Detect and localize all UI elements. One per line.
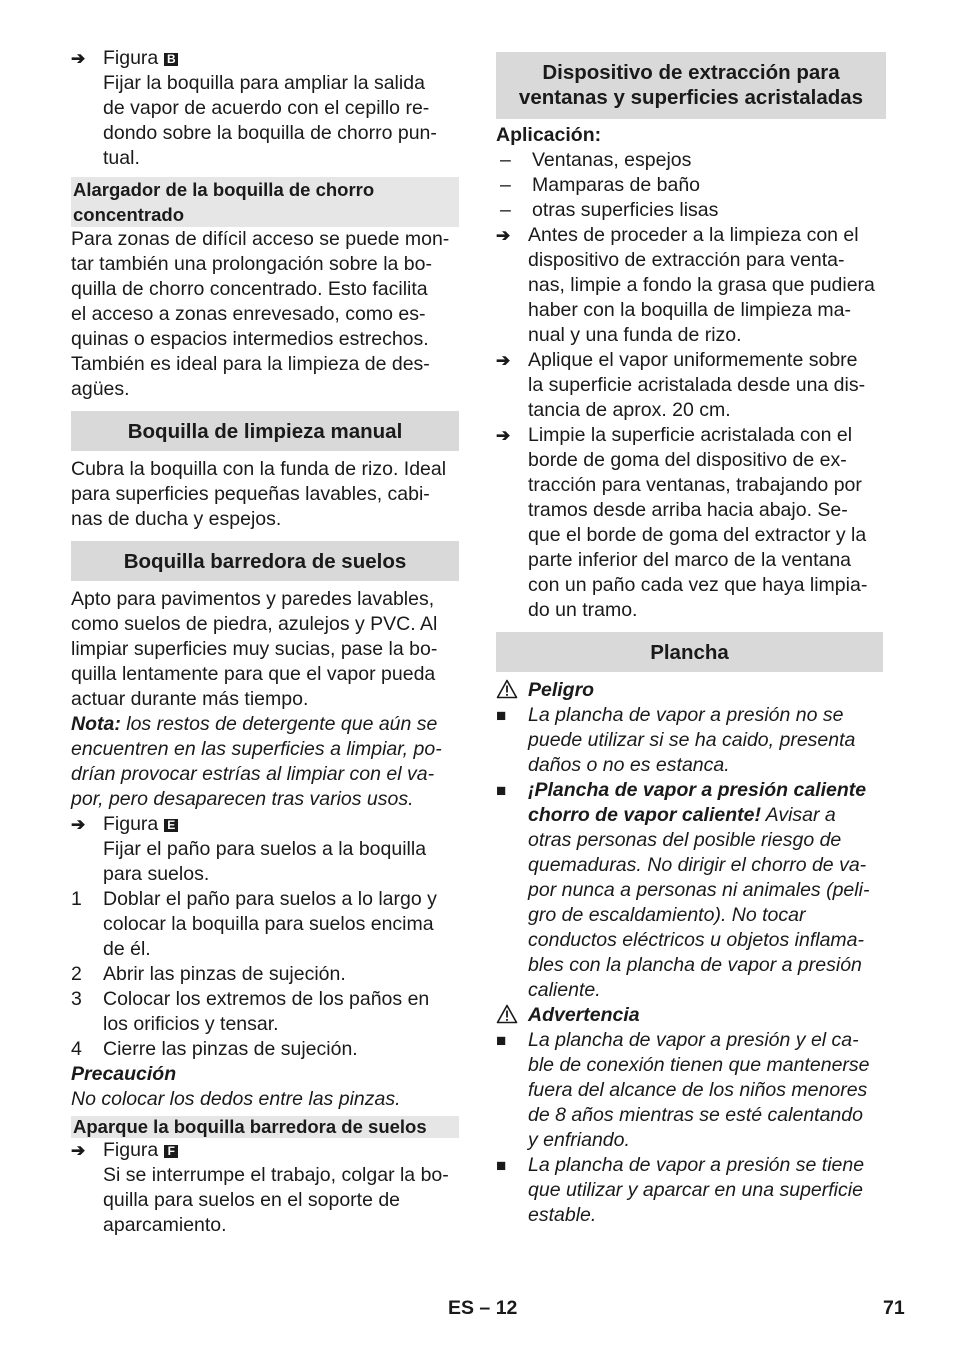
figure-ref-f	[71, 1138, 459, 1238]
right-column	[496, 52, 886, 1228]
step-number: 3	[71, 988, 82, 1010]
application-label: Aplicación:	[496, 124, 602, 146]
note-block: Nota: los restos de detergente que aún se encuentren en las superficies a limpiar, po- drían provocar estrías al limpiar con el va- por, pero desaparecen tras varios usos.	[71, 713, 442, 810]
square-bullet-icon: ■	[496, 1031, 507, 1050]
figure-label: Figura	[103, 47, 159, 69]
subheading-aparque: Aparque la boquilla barredora de suelos	[71, 1116, 459, 1138]
left-column	[71, 46, 459, 1238]
arrow-instruction: ➔ Antes de proceder a la limpieza con el dispositivo de extracción para venta- nas, limpie a fondo la grasa que pudiera haber con la boquilla de limpieza ma- nual y una funda de rizo.	[496, 224, 875, 346]
danger-item: ■ La plancha de vapor a presión no se puede utilizar si se ha caido, presenta daños o no es estanca.	[496, 704, 856, 776]
subheading-alargador: Alargador de la boquilla de chorro concentrado	[71, 177, 459, 227]
warning-triangle-icon	[496, 678, 528, 703]
warning-item: ■ La plancha de vapor a presión y el ca- ble de conexión tienen que mantenerse fuera del alcance de los niños menores de 8 años mientras se esté calentando y enfriando.	[496, 1029, 870, 1151]
caution-label: Precaución	[71, 1063, 177, 1085]
step-item: 4 Cierre las pinzas de sujeción.	[71, 1038, 358, 1060]
warning-item: ■ La plancha de vapor a presión se tiene que utilizar y aparcar en una superficie estable.	[496, 1154, 865, 1226]
note-label: Nota:	[71, 713, 121, 735]
figure-label: Figura	[103, 813, 159, 835]
danger-item: ■ ¡Plancha de vapor a presión caliente chorro de vapor caliente! Avisar a otras personas del posible riesgo de quemaduras. No dirigir el chorro de va- por nunca a personas ni animales (peli- gro de escaldamiento). No tocar conductos eléctricos u objetos inflama- bles con la plancha de vapor a presión caliente.	[496, 779, 870, 1001]
figure-e-text: Fijar el paño para suelos a la boquilla para suelos.	[103, 838, 427, 885]
paragraph-limpieza-manual: Cubra la boquilla con la funda de rizo. Ideal para superficies pequeñas lavables, cabi- nas de ducha y espejos.	[71, 458, 447, 530]
list-item: – otras superficies lisas	[496, 198, 886, 223]
list-item: – Mamparas de baño	[496, 173, 886, 198]
figure-f-text: Si se interrumpe el trabajo, colgar la bo- quilla para suelos en el soporte de aparcamiento.	[103, 1164, 449, 1236]
step-number: 1	[71, 888, 82, 910]
figure-label: Figura	[103, 1139, 159, 1161]
step-item: 2 Abrir las pinzas de sujeción.	[71, 963, 346, 985]
square-bullet-icon: ■	[496, 781, 507, 800]
footer-section-label: ES – 12	[448, 1297, 518, 1319]
warning-header	[496, 1003, 886, 1028]
list-item: – Ventanas, espejos	[496, 148, 886, 173]
footer-page-number: 71	[883, 1297, 905, 1319]
step-number: 4	[71, 1038, 82, 1060]
arrow-right-icon: ➔	[496, 351, 511, 370]
figure-badge: E	[164, 819, 178, 832]
dash-bullet-icon: –	[500, 199, 511, 221]
step-item: 3 Colocar los extremos de los paños en los orificios y tensar.	[71, 988, 430, 1035]
danger-label: Peligro	[528, 679, 595, 701]
arrow-right-icon: ➔	[496, 426, 511, 445]
warning-label: Advertencia	[528, 1004, 640, 1026]
heading-plancha: Plancha	[496, 632, 883, 672]
arrow-right-icon: ➔	[71, 815, 86, 834]
caution-text: No colocar los dedos entre las pinzas.	[71, 1088, 401, 1110]
figure-badge: B	[164, 53, 178, 66]
figure-badge: F	[164, 1145, 178, 1158]
dash-bullet-icon: –	[500, 149, 511, 171]
heading-boquilla-barredora: Boquilla barredora de suelos	[71, 541, 459, 581]
arrow-right-icon: ➔	[71, 1141, 86, 1160]
figure-ref-e	[71, 812, 459, 887]
square-bullet-icon: ■	[496, 706, 507, 725]
arrow-instruction: ➔ Limpie la superficie acristalada con el borde de goma del dispositivo de ex- tracción para ventanas, trabajando por tramos desde arriba hacia abajo. Se- que el borde de goma del extractor y la parte inferior del marco de la ventana con un paño cada vez que haya limpia- do un tramo.	[496, 424, 868, 621]
dash-bullet-icon: –	[500, 174, 511, 196]
arrow-right-icon: ➔	[71, 49, 86, 68]
step-item: 1 Doblar el paño para suelos a lo largo y colocar la boquilla para suelos encima de él.	[71, 888, 437, 960]
danger-header	[496, 678, 886, 703]
step-number: 2	[71, 963, 82, 985]
heading-dispositivo-extraccion: Dispositivo de extracción para ventanas y superficies acristaladas	[496, 52, 886, 119]
figure-b-text: Fijar la boquilla para ampliar la salida de vapor de acuerdo con el cepillo re- dondo sobre la boquilla de chorro pun- tual.	[103, 72, 437, 169]
heading-boquilla-limpieza-manual: Boquilla de limpieza manual	[71, 411, 459, 451]
warning-triangle-icon	[496, 1003, 528, 1028]
paragraph-barredora: Apto para pavimentos y paredes lavables, como suelos de piedra, azulejos y PVC. Al limpiar superficies muy sucias, pase la bo- quilla lentamente para que el vapor pueda actuar durante más tiempo.	[71, 588, 438, 710]
figure-ref-b	[71, 46, 459, 171]
arrow-right-icon: ➔	[496, 226, 511, 245]
paragraph-alargador: Para zonas de difícil acceso se puede mon- tar también una prolongación sobre la bo- quilla de chorro concentrado. Esto facilita el acceso a zonas enrevesado, como es- quinas o espacios intermedios estrechos. También es ideal para la limpieza de des- agües.	[71, 228, 450, 400]
square-bullet-icon: ■	[496, 1156, 507, 1175]
arrow-instruction: ➔ Aplique el vapor uniformemente sobre la superficie acristalada desde una dis- tancia de aprox. 20 cm.	[496, 349, 866, 421]
